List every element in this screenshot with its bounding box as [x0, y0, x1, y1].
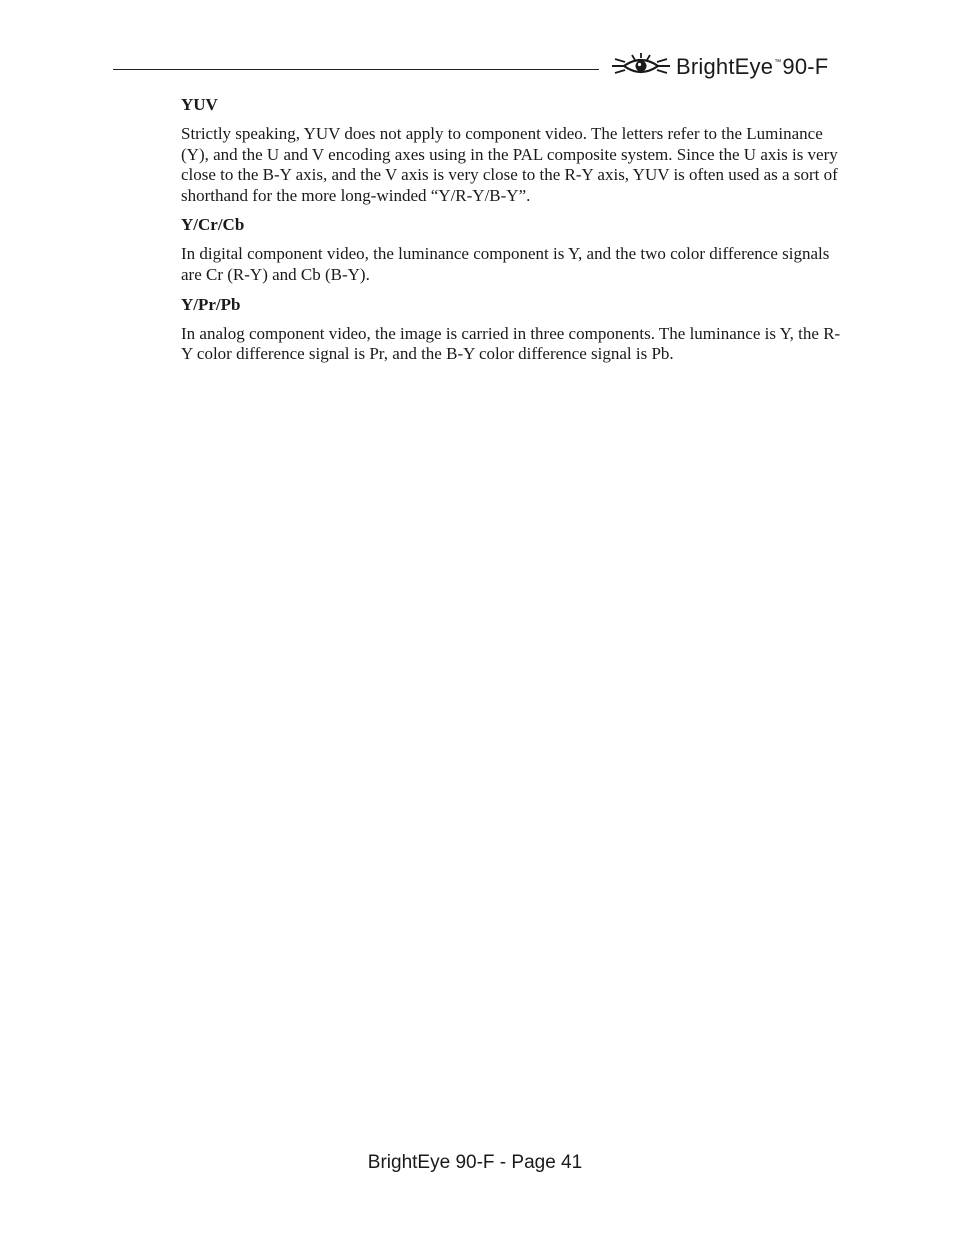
section-heading: YUV — [181, 95, 218, 114]
section-heading: Y/Cr/Cb — [181, 215, 245, 235]
section-body: In analog component video, the image is carried in three components. The luminance is Y, the R-Y color difference signal is Pr, and the B-Y color difference signal is Pb. — [181, 323, 841, 364]
trademark-mark: ™ — [774, 59, 782, 66]
section-body: Strictly speaking, YUV does not apply to component video. The letters refer to the Luminance (Y), and the U and V encoding axes using in the PAL composite system. Since the U axis is very close to the B-Y axis, and the V axis is very close to the R-Y axis, YUV is often used as a sort of shorthand for the more long-winded “Y/R-Y/B-Y”. — [181, 124, 838, 205]
section-yuv — [181, 94, 841, 206]
model-name: 90-F — [782, 54, 829, 79]
header-rule — [113, 69, 599, 70]
section-y-cr-cb — [181, 214, 841, 285]
brand-logo — [610, 50, 828, 84]
brand-name: BrightEye — [676, 54, 774, 79]
eye-icon — [610, 52, 672, 82]
page-number-label: BrightEye 90-F - Page 41 — [367, 1152, 583, 1173]
section-heading: Y/Pr/Pb — [181, 294, 241, 314]
page-footer — [0, 1152, 954, 1174]
document-content — [181, 94, 841, 373]
section-y-pr-pb — [181, 294, 841, 365]
logo-text — [676, 54, 828, 80]
section-body: In digital component video, the luminance component is Y, and the two color difference signals are Cr (R-Y) and Cb (B-Y). — [181, 244, 830, 284]
